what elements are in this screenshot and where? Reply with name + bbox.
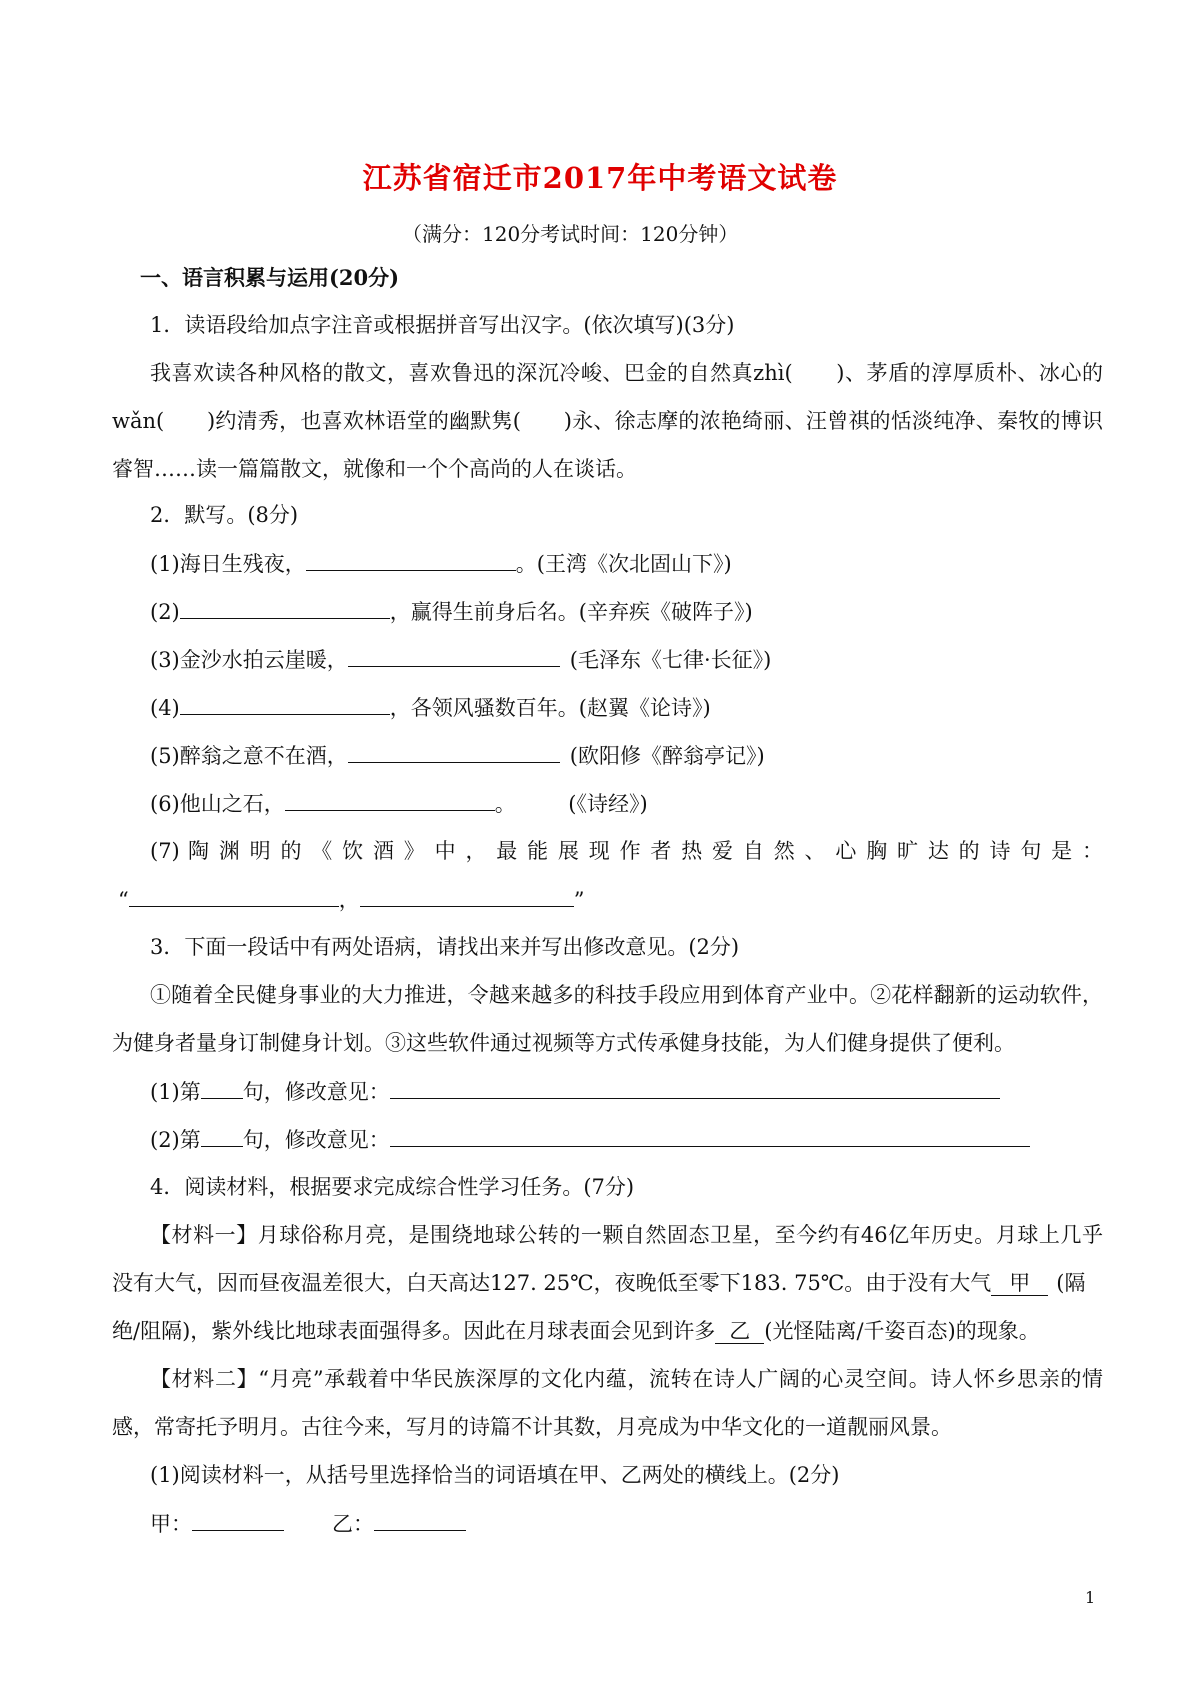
q2-item-4-text: (4) xyxy=(150,696,180,720)
q2-item-2-blank[interactable] xyxy=(180,596,390,619)
q2-item-4-source: ，各领风骚数百年。(赵翼《论诗》) xyxy=(389,696,711,720)
q4-material-2-line-1: 【材料二】“月亮”承载着中华民族深厚的文化内蕴，流转在诗人广阔的心灵空间。诗人怀乡思亲的情 xyxy=(150,1367,1103,1391)
q2-item-1-blank[interactable] xyxy=(306,548,516,571)
q4-answer-row xyxy=(150,1508,466,1539)
q4-subquestion-1: (1)阅读材料一，从括号里选择恰当的词语填在甲、乙两处的横线上。(2分) xyxy=(150,1463,840,1487)
q2-item-3-text: (3)金沙水拍云崖暖， xyxy=(150,648,348,672)
exam-subtitle: （满分：120分考试时间：120分钟） xyxy=(402,222,739,246)
q4-blank-yi[interactable]: 乙 xyxy=(715,1319,764,1344)
section-heading: 一、语言积累与运用(20分) xyxy=(140,265,400,290)
q2-item-5-blank[interactable] xyxy=(348,740,560,763)
q3-answer-1-label: (1)第 xyxy=(150,1080,201,1104)
q3-passage-line-2: 为健身者量身订制健身计划。③这些软件通过视频等方式传承健身技能，为人们健身提供了便利。 xyxy=(112,1031,1015,1055)
q2-item-7-close-quote: ” xyxy=(573,888,585,912)
q1-passage-line-3: 睿智……读一篇篇散文，就像和一个个高尚的人在谈话。 xyxy=(112,457,637,481)
q3-answer-1-revision-blank[interactable] xyxy=(390,1076,1000,1099)
q2-item-6-blank[interactable] xyxy=(285,788,495,811)
q3-answer-1-sentence-blank[interactable] xyxy=(201,1076,243,1099)
q4-answer-jia-label: 甲： xyxy=(150,1512,192,1536)
q4-material-1-line-2-option: (隔 xyxy=(1056,1271,1086,1295)
q4-material-1-line-3 xyxy=(112,1316,1040,1346)
q2-item-1-source: 。(王湾《次北固山下》) xyxy=(515,552,732,576)
q2-item-5 xyxy=(150,740,765,771)
q2-item-6-text: (6)他山之石， xyxy=(150,792,285,816)
q4-material-1-line-1: 【材料一】月球俗称月亮，是围绕地球公转的一颗自然固态卫星，至今约有46亿年历史。月球上几乎 xyxy=(150,1223,1103,1247)
q2-item-4-blank[interactable] xyxy=(180,692,390,715)
q4-answer-yi-label: 乙： xyxy=(332,1512,374,1536)
q3-answer-2-label: (2)第 xyxy=(150,1128,201,1152)
q4-material-1-line-2 xyxy=(112,1268,1086,1298)
q2-item-5-text: (5)醉翁之意不在酒， xyxy=(150,744,348,768)
q2-item-2 xyxy=(150,596,753,627)
page-number: 1 xyxy=(1085,1588,1096,1607)
page-title: 江苏省宿迁市2017年中考语文试卷 xyxy=(362,161,838,195)
q3-answer-2-mid: 句，修改意见： xyxy=(242,1128,390,1152)
q2-item-1-text: (1)海日生残夜， xyxy=(150,552,306,576)
q3-answer-1 xyxy=(150,1076,1000,1107)
q2-item-3 xyxy=(150,644,771,675)
q2-item-3-blank[interactable] xyxy=(348,644,560,667)
q4-material-2-line-2: 感，常寄托予明月。古往今来，写月的诗篇不计其数，月亮成为中华文化的一道靓丽风景。 xyxy=(112,1415,952,1439)
q2-item-1 xyxy=(150,548,732,579)
q2-item-7-answer xyxy=(118,884,585,915)
q2-item-2-text: (2) xyxy=(150,600,180,624)
q3-answer-2-revision-blank[interactable] xyxy=(390,1124,1030,1147)
q2-item-7-prompt: (7) 陶 渊 明 的 《 饮 酒 》 中 ， 最 能 展 现 作 者 热 爱 自 然 、 心 胸 旷 达 的 诗 句 是 ： xyxy=(150,839,1103,863)
q3-prompt: 3．下面一段话中有两处语病，请找出来并写出修改意见。(2分) xyxy=(150,935,740,959)
q4-material-1-line-3-text: 绝/阻隔)，紫外线比地球表面强得多。因此在月球表面会见到许多 xyxy=(112,1319,716,1343)
q3-answer-1-mid: 句，修改意见： xyxy=(242,1080,390,1104)
q1-passage-line-2: wǎn( )约清秀，也喜欢林语堂的幽默隽( )永、徐志摩的浓艳绮丽、汪曾祺的恬淡纯净、秦牧的博识 xyxy=(112,409,1103,433)
q4-prompt: 4．阅读材料，根据要求完成综合性学习任务。(7分) xyxy=(150,1175,635,1199)
q4-blank-jia[interactable]: 甲 xyxy=(991,1271,1048,1296)
q2-item-2-source: ，赢得生前身后名。(辛弃疾《破阵子》) xyxy=(389,600,753,624)
q3-answer-2-sentence-blank[interactable] xyxy=(201,1124,243,1147)
q4-answer-jia-blank[interactable] xyxy=(192,1508,284,1531)
q2-item-6-source: 。 (《诗经》) xyxy=(494,792,648,816)
q4-material-1-line-2-text: 没有大气，因而昼夜温差很大，白天高达127. 25℃，夜晚低至零下183. 75℃。由于没有大气 xyxy=(112,1271,992,1295)
q2-item-7-blank-2[interactable] xyxy=(360,884,574,907)
q3-passage-line-1: ①随着全民健身事业的大力推进，令越来越多的科技手段应用到体育产业中。②花样翻新的运动软件， xyxy=(150,983,1103,1007)
q2-item-6 xyxy=(150,788,648,819)
q2-prompt: 2．默写。(8分) xyxy=(150,503,299,527)
q3-answer-2 xyxy=(150,1124,1030,1155)
q2-item-7-comma: ， xyxy=(338,888,360,912)
q2-item-5-source: (欧阳修《醉翁亭记》) xyxy=(569,744,765,768)
q2-item-7-blank-1[interactable] xyxy=(129,884,339,907)
q2-item-3-source: (毛泽东《七律·长征》) xyxy=(569,648,772,672)
q1-prompt: 1．读语段给加点字注音或根据拼音写出汉字。(依次填写)(3分) xyxy=(150,313,735,337)
q4-answer-yi-blank[interactable] xyxy=(374,1508,466,1531)
q2-item-7-open-quote: “ xyxy=(118,888,129,912)
q4-material-1-line-3-option: (光怪陆离/千姿百态)的现象。 xyxy=(764,1319,1040,1343)
q2-item-4 xyxy=(150,692,711,723)
q1-passage-line-1: 我喜欢读各种风格的散文，喜欢鲁迅的深沉冷峻、巴金的自然真zhì( )、茅盾的淳厚质朴、冰心的 xyxy=(150,361,1103,385)
